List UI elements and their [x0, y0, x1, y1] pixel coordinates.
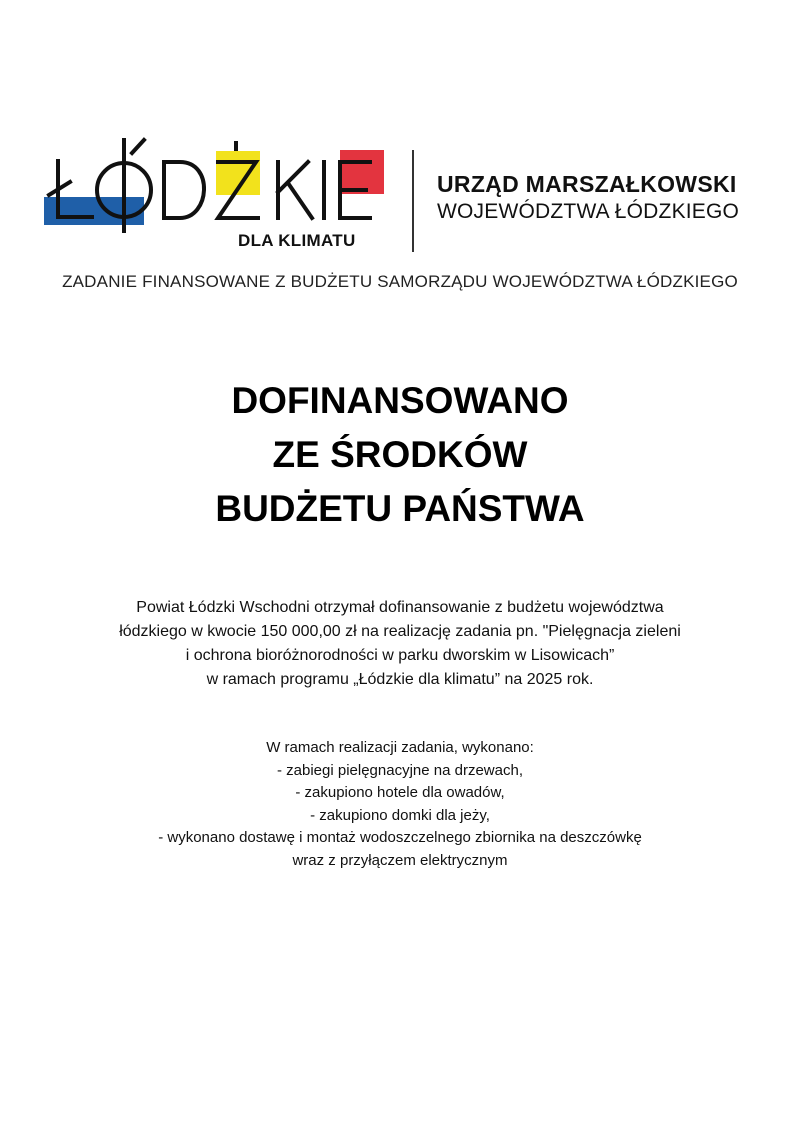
office-name [437, 170, 767, 226]
works-item: - zakupiono domki dla jeży, [310, 806, 490, 824]
description-paragraph [0, 596, 800, 692]
logo-letter-o-accent [132, 140, 144, 153]
headline-line: ZE ŚRODKÓW [272, 434, 528, 475]
works-item: wraz z przyłączem elektrycznym [292, 851, 508, 869]
description-line: Powiat Łódzki Wschodni otrzymał dofinansowanie z budżetu województwa [136, 599, 664, 616]
lodzkie-dla-klimatu-logo [40, 135, 395, 257]
works-item: - zakupiono hotele dla owadów, [295, 784, 505, 801]
logo-letter-k [278, 162, 312, 218]
task-banner: ZADANIE FINANSOWANE Z BUDŻETU SAMORZĄDU WOJEWÓDZTWA ŁÓDZKIEGO [62, 272, 738, 291]
headline-line: DOFINANSOWANO [231, 380, 569, 421]
office-name-line1: URZĄD MARSZAŁKOWSKI [437, 171, 737, 197]
description-line: w ramach programu „Łódzkie dla klimatu” na 2025 rok. [206, 671, 594, 688]
works-item: - wykonano dostawę i montaż wodoszczelnego zbiornika na deszczówkę [158, 829, 642, 846]
logo-graphic [40, 135, 395, 235]
office-name-line2: WOJEWÓDZTWA ŁÓDZKIEGO [437, 200, 740, 223]
description-line: łódzkiego w kwocie 150 000,00 zł na realizację zadania pn. "Pielęgnacja zieleni [119, 623, 681, 640]
works-intro: W ramach realizacji zadania, wykonano: [266, 739, 534, 756]
works-list [0, 737, 800, 872]
headline-line: BUDŻETU PAŃSTWA [215, 488, 585, 529]
logo-subtitle: DLA KLIMATU [238, 231, 356, 250]
works-item: - zabiegi pielęgnacyjne na drzewach, [277, 761, 523, 779]
headline [0, 374, 800, 536]
description-line: i ochrona bioróżnorodności w parku dworskim w Lisowicach” [185, 647, 615, 664]
header-divider [412, 150, 414, 252]
logo-red-block [340, 150, 384, 194]
logo-letter-d [164, 162, 204, 218]
